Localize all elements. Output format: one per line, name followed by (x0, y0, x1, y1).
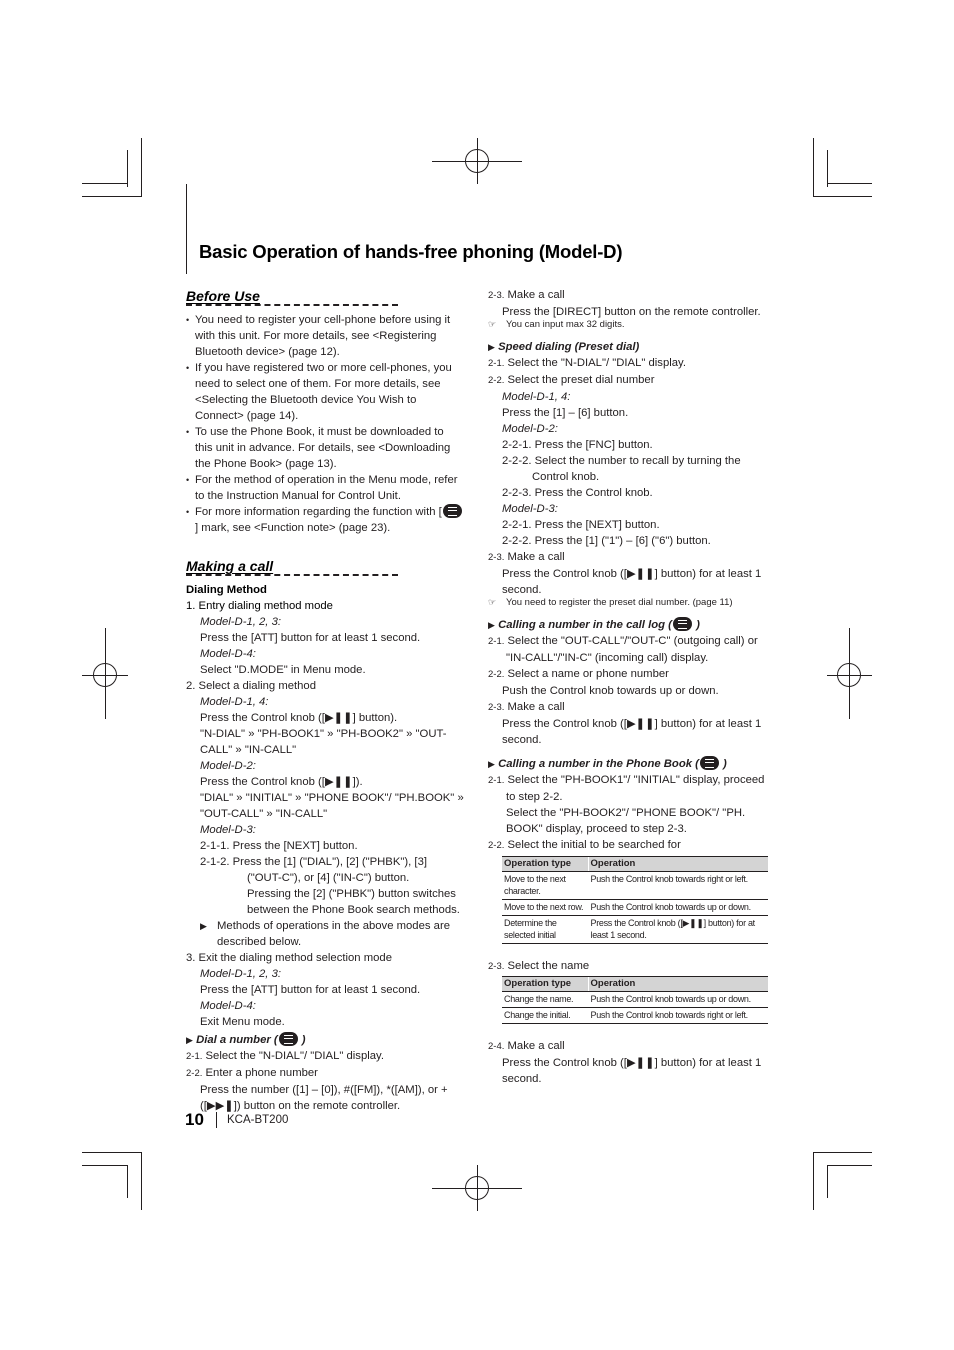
crop-mark (827, 1165, 872, 1166)
crop-mark (813, 138, 814, 197)
page-title: Basic Operation of hands-free phoning (Model-D) (199, 241, 623, 262)
model-name: KCA-BT200 (227, 1114, 289, 1126)
table-row: Change the name. Push the Control knob towards up or down. (502, 992, 768, 1008)
list-item: • If you have registered two or more cell-phones, you need to select one of them. For more details, see <Selecting the Bluetooth device You Wish to Connect> (page 14). (186, 360, 464, 424)
subheading-dialing-method: Dialing Method (186, 584, 267, 596)
heading-dash-line (186, 304, 398, 306)
name-select-table: Operation type Operation Change the name. Push the Control knob towards up or down. Change the initial. Push the Control knob towards right or left. (502, 976, 768, 1024)
function-note-icon (279, 1032, 298, 1046)
note-icon: ☞ (488, 319, 497, 329)
registration-line (477, 1165, 478, 1211)
footer-separator (216, 1112, 217, 1128)
crop-mark (82, 196, 141, 197)
registration-line (105, 628, 106, 719)
call-log-heading: ▶ Calling a number in the call log ( ) (488, 619, 700, 631)
crop-mark (82, 1152, 141, 1153)
arrow-icon: ▶ (488, 759, 495, 769)
right-column: 2-3. Make a call Press the [DIRECT] button on the remote controller. ☞ You can input max 32 digits. ▶ Speed dialing (Preset dial) 2-1. Select the "N-DIAL"/ "DIAL" display. 2-2. Select the preset dial number Model-D-1, 4: Press the [1] – [6] button. Model-D-2: 2-2-1. Press the [FNC] button. 2-2-2. Select the number to recall by turning the Control knob. 2-2-3. Press the Control knob. Model-D-3: 2-2-1. Press the [NEXT] button. 2-2-2. Press the [1] ("1") – [6] ("6") button. 2-3. Make a call Press the Control knob ([▶❚❚] button) for at least 1 second. ☞ You need to register the preset dial number. (page 11) ▶ Calling a number in the call log ( ) 2-1. Select the "OUT-CALL"/"OUT-C" (outgoing call) or "IN-CALL"/"IN-C" (incoming call) display. 2-2. Select a name or phone number Push the Control knob towards up or down. 2-3. Make a call Press the Control knob ([▶❚❚] button) for at least 1 second. ▶ Calling a number in the Phone Book ( ) 2-1. Select the "PH-BOOK1"/ "INITIAL" display, proceed to step 2-2. Select the "PH-BOOK2"/ "PHONE BOOK"/ "PH. BOOK" display, proceed to step 2-3. 2-2. Select the initial to be searched for Operation type Operation Move to the next character. Push the Control knob towards right or left. Move to the next row. Push the Control knob towards up or down. Determine the selected initial Press the Control knob ([▶❚❚] button) for at least 1 second. 2-3. Select the name Operation type Operation Change the name. Push the Control knob towards up or down. Change the initial. Push the Control knob towards right or left. 2-4. Make a call Press the Control knob ([▶❚❚] button) for at least 1 second. (488, 287, 770, 1087)
registration-line (477, 138, 478, 184)
crop-mark (827, 183, 872, 184)
crop-mark (141, 138, 142, 197)
crop-mark (82, 183, 127, 184)
phone-book-heading: ▶ Calling a number in the Phone Book ( ) (488, 758, 727, 770)
table-row: Determine the selected initial Press the Control knob ([▶❚❚] button) for at least 1 second. (502, 916, 768, 944)
list-item: • For more information regarding the function with [] mark, see <Function note> (page 23). (186, 504, 464, 536)
function-note-icon (700, 756, 719, 770)
crop-mark (813, 196, 872, 197)
arrow-icon: ▶ (186, 1035, 193, 1045)
function-note-icon (673, 617, 692, 631)
page-number: 10 (185, 1110, 204, 1129)
crop-mark (827, 150, 828, 187)
crop-mark (813, 1152, 814, 1210)
crop-mark (82, 1165, 127, 1166)
heading-dash-line (186, 574, 398, 576)
crop-mark (827, 1165, 828, 1198)
function-note-icon (443, 504, 462, 518)
list-item: • For the method of operation in the Menu mode, refer to the Instruction Manual for Control Unit. (186, 472, 464, 504)
crop-mark (141, 1152, 142, 1210)
table-row: Move to the next character. Push the Control knob towards right or left. (502, 872, 768, 900)
title-accent-bar (186, 184, 187, 274)
crop-mark (813, 1152, 872, 1153)
speed-dial-heading: ▶ Speed dialing (Preset dial) (488, 341, 640, 353)
list-item: • You need to register your cell-phone before using it with this unit. For more details, see <Registering Bluetooth device> (page 12). (186, 312, 464, 360)
table-row: Change the initial. Push the Control knob towards right or left. (502, 1008, 768, 1024)
left-column: Before Use • You need to register your cell-phone before using it with this unit. For more details, see <Registering Bluetooth device> (page 12). • If you have registered two or more cell-phones, you need to select one of them. For more details, see <Selecting the Bluetooth device You Wish to Connect> (page 14). • To use the Phone Book, it must be downloaded to this unit in advance. For details, see <Downloading the Phone Book> (page 13). • For the method of operation in the Menu mode, refer to the Instruction Manual for Control Unit. • For more information regarding the function with [] mark, see <Function note> (page 23). Making a call Dialing Method 1. Entry dialing method mode Model-D-1, 2, 3: Press the [ATT] button for at least 1 second. Model-D-4: Select "D.MODE" in Menu mode. 2. Select a dialing method Model-D-1, 4: Press the Control knob ([▶❚❚] button). "N-DIAL" » "PH-BOOK1" » "PH-BOOK2" » "OUT-CALL" » "IN-CALL" Model-D-2: Press the Control knob ([▶❚❚]). "DIAL" » "INITIAL" » "PHONE BOOK"/ "PH.BOOK" » "OUT-CALL" » "IN-CALL" Model-D-3: 2-1-1. Press the [NEXT] button. 2-1-2. Press the [1] ("DIAL"), [2] ("PHBK"), [3] ("OUT-C"), or [4] ("IN-C") button. Pressing the [2] ("PHBK") button switches between the Phone Book search methods. ▶ Methods of operations in the above modes are described below. 3. Exit the dialing method selection mode Model-D-1, 2, 3: Press the [ATT] button for at least 1 second. Model-D-4: Exit Menu mode. ▶ Dial a number ( ) 2-1. Select the "N-DIAL"/ "DIAL" display. 2-2. Enter a phone number Press the number ([1] – [0]), #([FM]), *([AM]), or +([▶▶❚]) button on the remote controller. (186, 288, 464, 1114)
section-heading-making-call: Making a call (186, 558, 464, 580)
step-3: 3. Exit the dialing method selection mode (186, 952, 392, 964)
section-heading-before-use: Before Use (186, 288, 464, 310)
dial-number-heading: ▶ Dial a number ( ) (186, 1034, 306, 1046)
arrow-icon: ▶ (200, 921, 207, 931)
note-icon: ☞ (488, 597, 497, 607)
before-use-list (186, 312, 464, 536)
table-row: Move to the next row. Push the Control knob towards up or down. (502, 900, 768, 916)
registration-line (849, 628, 850, 719)
step-2: 2. Select a dialing method (186, 680, 316, 692)
step-1: 1. Entry dialing method mode (186, 600, 333, 612)
crop-mark (127, 1165, 128, 1198)
arrow-icon: ▶ (488, 342, 495, 352)
crop-mark (127, 150, 128, 187)
list-item: • To use the Phone Book, it must be downloaded to this unit in advance. For details, see <Downloading the Phone Book> (page 13). (186, 424, 464, 472)
arrow-icon: ▶ (488, 620, 495, 630)
initial-search-table: Operation type Operation Move to the next character. Push the Control knob towards right or left. Move to the next row. Push the Control knob towards up or down. Determine the selected initial Press the Control knob ([▶❚❚] button) for at least 1 second. (502, 856, 768, 944)
